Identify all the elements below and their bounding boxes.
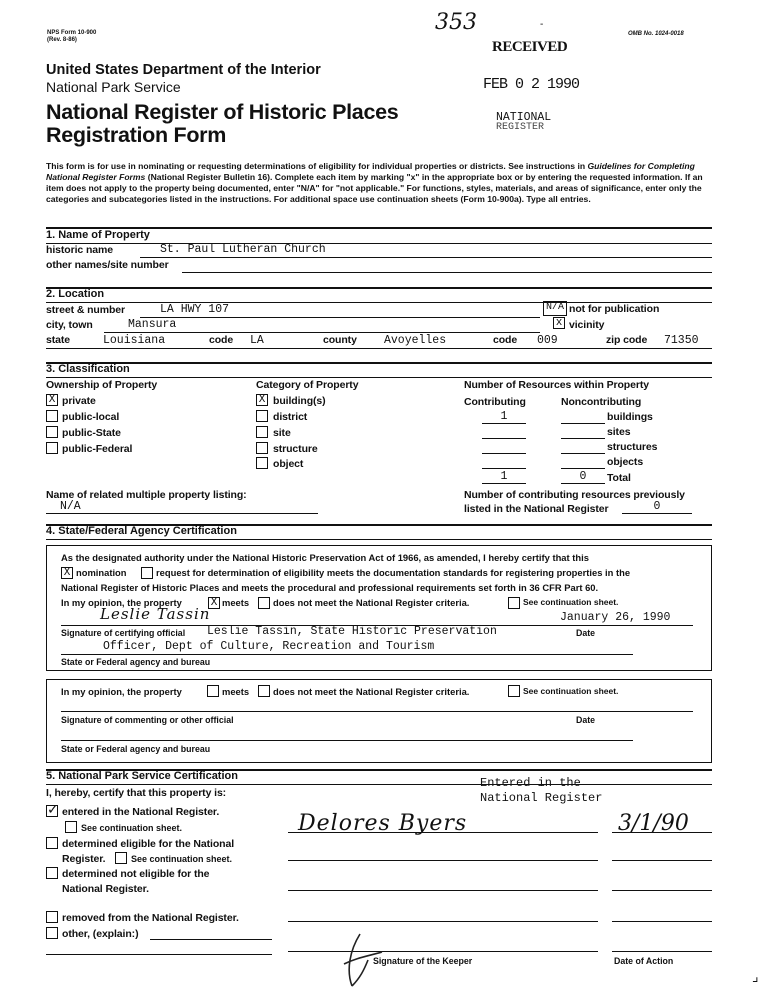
omb-number: OMB No. 1024-0018: [628, 31, 684, 37]
state-field[interactable]: Louisiana: [103, 334, 166, 347]
certification-text-3: National Register of Historic Places and meets the procedural and professional requirements set forth in 36 CFR Part 60.: [61, 582, 599, 593]
opinion2-does-not-meet-label: does not meet the National Register criteria.: [273, 686, 470, 697]
ownership-label: Ownership of Property: [46, 379, 158, 391]
determined-not-eligible-label-2: National Register.: [62, 883, 149, 895]
contributing-header: Contributing: [464, 396, 526, 408]
other-checkbox[interactable]: [46, 927, 58, 939]
city-field[interactable]: Mansura: [128, 318, 177, 331]
does-not-meet-label: does not meet the National Register criteria.: [273, 597, 470, 608]
action-date-field[interactable]: 3/1/90: [618, 811, 689, 836]
certifying-official-line-1[interactable]: Leslie Tassin, State Historic Preservation: [207, 625, 497, 638]
city-label: city, town: [46, 319, 93, 331]
state-label: state: [46, 334, 71, 346]
determined-eligible-checkbox[interactable]: [46, 837, 58, 849]
section-1-heading: 1. Name of Property: [46, 229, 150, 241]
meets-label: meets: [222, 597, 250, 608]
ownership-public-federal-checkbox[interactable]: [46, 442, 58, 454]
related-listing-field[interactable]: N/A: [60, 500, 81, 513]
eligible-continuation-checkbox[interactable]: [115, 852, 127, 864]
removed-checkbox[interactable]: [46, 911, 58, 923]
determination-request-checkbox[interactable]: [141, 567, 153, 579]
zip-field[interactable]: 71350: [664, 334, 699, 347]
entered-stamp-line-2: National Register: [480, 791, 603, 805]
ownership-private-checkbox[interactable]: X: [46, 394, 58, 406]
opinion2-meets-checkbox[interactable]: [207, 685, 219, 697]
corner-mark: ⌟: [752, 968, 759, 984]
ownership-public-local-label: public-local: [62, 411, 120, 423]
entered-label: entered in the National Register.: [62, 806, 220, 818]
street-field[interactable]: LA HWY 107: [160, 303, 230, 316]
resource-structures-label: structures: [607, 441, 658, 453]
not-for-publication-label: not for publication: [569, 303, 660, 315]
category-site-checkbox[interactable]: [256, 426, 268, 438]
opinion2-meets-label: meets: [222, 686, 250, 697]
commenting-date-label: Date: [576, 715, 596, 725]
resource-buildings-contributing[interactable]: 1: [500, 410, 508, 423]
form-subtitle: Registration Form: [46, 123, 227, 147]
eligible-continuation-label: See continuation sheet.: [131, 854, 233, 864]
category-district-checkbox[interactable]: [256, 410, 268, 422]
state-code-label: code: [209, 334, 234, 346]
zip-label: zip code: [606, 334, 648, 346]
determined-eligible-label-2: Register.: [62, 853, 106, 865]
instructions-paragraph: This form is for use in nominating or requesting determinations of eligibility for individual properties or districts. See instructions in Guidelines for Completing National Register Forms (National Register Bulletin 16). Complete each item by marking "x" in the appropriate box or by entering the requested information. If an item does not apply to the property being documented, enter "N/A" for "not applicable." For functions, styles, materials, and areas of significance, enter only the categories and subcategories listed in the instructions. For additional space use continuation sheets (Form 10-900a). Type all entries.: [46, 161, 703, 204]
form-number: NPS Form 10-900: [47, 30, 97, 36]
form-title: National Register of Historic Places: [46, 100, 399, 124]
ownership-private-label: private: [62, 395, 96, 407]
resource-total-label: Total: [607, 472, 631, 484]
keeper-signature-label: Signature of the Keeper: [373, 956, 473, 966]
received-stamp: RECEIVED: [492, 39, 568, 55]
nomination-checkbox[interactable]: X: [61, 567, 73, 579]
certifying-official-line-2[interactable]: Officer, Dept of Culture, Recreation and Tourism: [103, 640, 435, 653]
section-3-heading: 3. Classification: [46, 363, 130, 375]
certifying-official-label: Signature of certifying official: [61, 628, 186, 638]
related-listing-label: Name of related multiple property listing:: [46, 489, 247, 501]
category-district-label: district: [273, 411, 308, 423]
certification-date-field[interactable]: January 26, 1990: [560, 611, 671, 624]
agency-bureau-label: State or Federal agency and bureau: [61, 657, 211, 667]
category-building-label: building(s): [273, 395, 326, 407]
category-object-label: object: [273, 458, 304, 470]
state-code-field[interactable]: LA: [250, 334, 264, 347]
section-5-heading: 5. National Park Service Certification: [46, 770, 238, 782]
resource-total-noncontributing[interactable]: 0: [579, 470, 587, 483]
opinion2-continuation-checkbox[interactable]: [508, 685, 520, 697]
ownership-public-state-checkbox[interactable]: [46, 426, 58, 438]
category-structure-checkbox[interactable]: [256, 442, 268, 454]
other-names-label: other names/site number: [46, 259, 169, 271]
nomination-label: nomination: [76, 567, 127, 578]
handwritten-number: 353: [435, 10, 477, 35]
other-label: other, (explain:): [62, 928, 139, 940]
continuation-sheet-label: See continuation sheet.: [523, 597, 619, 607]
continuation-sheet-checkbox[interactable]: [508, 597, 520, 609]
opinion2-label: In my opinion, the property: [61, 686, 182, 697]
removed-label: removed from the National Register.: [62, 912, 239, 924]
certification-date-label: Date: [576, 628, 596, 638]
previously-listed-label-2: listed in the National Register: [464, 503, 609, 515]
ownership-public-local-checkbox[interactable]: [46, 410, 58, 422]
determined-not-eligible-label: determined not eligible for the: [62, 868, 210, 880]
not-for-publication-box[interactable]: N/A: [543, 301, 567, 316]
noncontributing-header: Noncontributing: [561, 396, 642, 408]
entered-checkbox[interactable]: ✓: [47, 802, 59, 818]
category-site-label: site: [273, 427, 291, 439]
opinion2-continuation-label: See continuation sheet.: [523, 686, 619, 696]
county-field[interactable]: Avoyelles: [384, 334, 447, 347]
nps-certify-label: I, hereby, certify that this property is:: [46, 787, 227, 799]
vicinity-checkbox[interactable]: x: [553, 317, 565, 329]
historic-name-field[interactable]: St. Paul Lutheran Church: [160, 243, 326, 256]
certification-text-2: request for determination of eligibility meets the documentation standards for registering properties in the: [156, 567, 631, 578]
ownership-public-state-label: public-State: [62, 427, 121, 439]
agency-bureau-2-label: State or Federal agency and bureau: [61, 744, 211, 754]
category-building-checkbox[interactable]: X: [256, 394, 268, 406]
category-object-checkbox[interactable]: [256, 457, 268, 469]
meets-checkbox[interactable]: X: [208, 597, 220, 609]
national-stamp: NATIONAL: [496, 111, 552, 124]
resource-total-contributing[interactable]: 1: [500, 470, 508, 483]
received-date-stamp: FEB 0 2 1990: [483, 76, 580, 93]
previously-listed-label: Number of contributing resources previously: [464, 489, 685, 501]
form-revision: (Rev. 8-86): [47, 37, 77, 43]
certification-text-1: As the designated authority under the National Historic Preservation Act of 1966, as amended, I hereby certify that this: [61, 552, 589, 563]
section-4-heading: 4. State/Federal Agency Certification: [46, 525, 237, 537]
vicinity-label: vicinity: [569, 319, 605, 331]
section-2-heading: 2. Location: [46, 288, 105, 300]
resources-label: Number of Resources within Property: [464, 379, 649, 391]
register-stamp: REGISTER: [496, 122, 545, 133]
category-label: Category of Property: [256, 379, 359, 391]
resource-sites-label: sites: [607, 426, 631, 438]
resource-buildings-label: buildings: [607, 411, 653, 423]
entered-stamp-line-1: Entered in the: [480, 776, 581, 790]
certifying-signature: Leslie Tassin: [100, 605, 211, 623]
date-of-action-label: Date of Action: [614, 956, 674, 966]
entered-continuation-checkbox[interactable]: [65, 821, 77, 833]
entered-continuation-label: See continuation sheet.: [81, 823, 183, 833]
opinion2-does-not-meet-checkbox[interactable]: [258, 685, 270, 697]
does-not-meet-checkbox[interactable]: [258, 597, 270, 609]
previously-listed-field[interactable]: 0: [653, 500, 661, 513]
department-name: United States Department of the Interior: [46, 62, 321, 78]
opinion-label: In my opinion, the property: [61, 597, 182, 608]
street-label: street & number: [46, 304, 126, 316]
county-code-field[interactable]: 009: [537, 334, 558, 347]
historic-name-label: historic name: [46, 244, 113, 256]
determined-not-eligible-checkbox[interactable]: [46, 867, 58, 879]
county-code-label: code: [493, 334, 518, 346]
resource-objects-label: objects: [607, 456, 644, 468]
determined-eligible-label: determined eligible for the National: [62, 838, 235, 850]
ownership-public-federal-label: public-Federal: [62, 443, 133, 455]
keeper-signature: Delores Byers: [298, 811, 468, 836]
category-structure-label: structure: [273, 443, 318, 455]
county-label: county: [323, 334, 357, 346]
commenting-official-label: Signature of commenting or other official: [61, 715, 234, 725]
service-name: National Park Service: [46, 79, 181, 95]
